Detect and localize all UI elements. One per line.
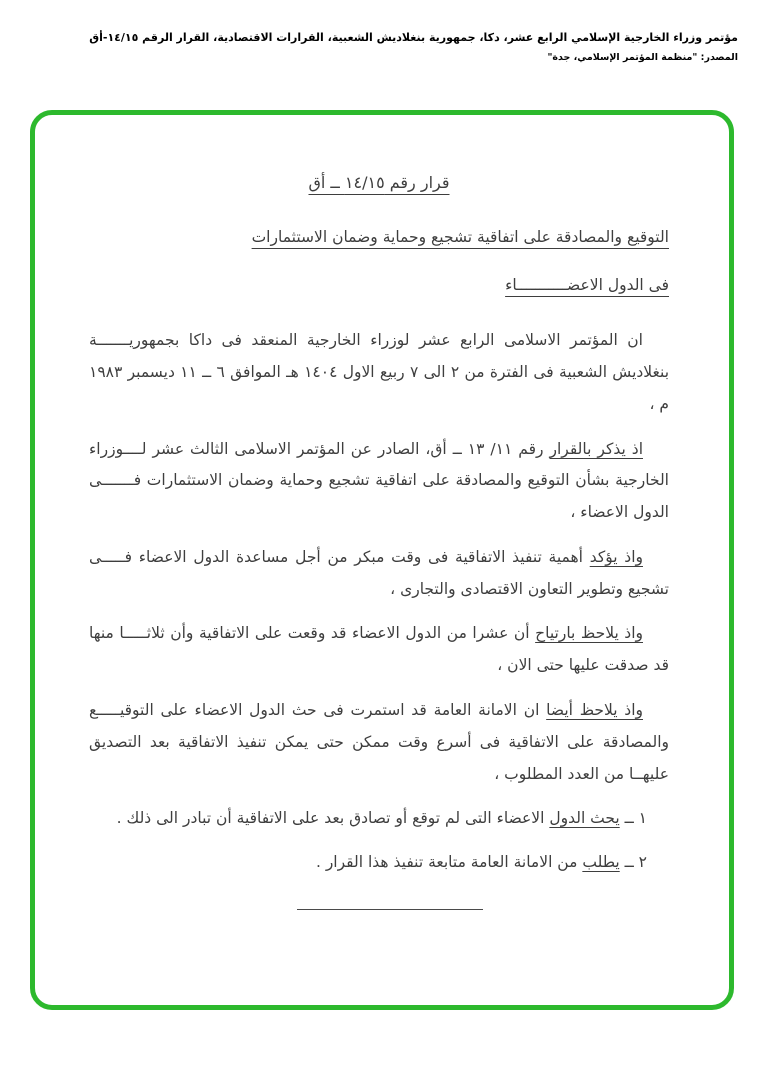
item-1-verb: يحث الدول	[549, 809, 620, 828]
item-2-text: من الامانة العامة متابعة تنفيذ هذا القرار .	[315, 853, 583, 872]
operative-item-1	[89, 803, 669, 835]
green-frame	[30, 110, 734, 1010]
citation-line-1: مؤتمر وزراء الخارجية الإسلامي الرابع عشر، دكا، جمهورية بنغلاديش الشعبية، القرارات الاقتصادية، القرار الرقم ١٤/١٥-أق	[89, 31, 738, 44]
recital-paragraph-2	[89, 542, 669, 606]
item-2-verb: يطلب	[582, 853, 620, 872]
item-1-number: ١ ــ	[619, 809, 647, 828]
resolution-number-title: قرار رقم ١٤/١٥ ــ أق	[308, 173, 450, 192]
citation-header	[40, 30, 738, 63]
scanned-resolution-document	[35, 115, 729, 1005]
recital-4-text: ان الامانة العامة قد استمرت فى حث الدول الاعضاء على التوقيـــــع والمصادقة على الاتفاقية فى أسرع وقت ممكن حتى يمكن تنفيذ الاتفاقية بعد التصديق عليهــا من العدد المطلوب ،	[89, 700, 669, 783]
recital-4-lead: واذ يلاحظ أيضا	[546, 700, 643, 719]
resolution-subject-line-1: التوقيع والمصادقة على اتفاقية تشجيع وحماية وضمان الاستثمارات	[251, 227, 669, 246]
recital-1-lead: اذ يذكر بالقرار	[549, 439, 643, 458]
recital-3-text: أن عشرا من الدول الاعضاء قد وقعت على الاتفاقية وأن ثلاثـــــا منها قد صدقت عليها حتى الان ،	[89, 624, 669, 675]
recital-1-text: رقم ١١/ ١٣ ــ أق، الصادر عن المؤتمر الاسلامى الثالث عشر لــــوزراء الخارجية بشأن التوقيع والمصادقة على اتفاقية تشجيع وحماية وضمان الاستثمارات فـــــــى الدول الاعضاء ،	[89, 439, 669, 522]
recital-2-lead: واذ يؤكد	[589, 547, 643, 566]
item-1-text: الاعضاء التى لم توقع أو تصادق بعد على الاتفاقية أن تبادر الى ذلك .	[116, 809, 550, 828]
recital-3-lead: واذ يلاحظ بارتياح	[535, 624, 643, 643]
recital-2-text: أهمية تنفيذ الاتفاقية فى وقت مبكر من أجل مساعدة الدول الاعضاء فـــــى تشجيع وتطوير التعاون الاقتصادى والتجارى ،	[89, 547, 669, 598]
recital-paragraph-3	[89, 618, 669, 682]
recital-paragraph-4	[89, 695, 669, 790]
citation-source-line: المصدر: "منظمة المؤتمر الإسلامي، جدة"	[547, 51, 738, 63]
item-2-number: ٢ ــ	[619, 853, 647, 872]
closing-rule-line	[297, 909, 483, 910]
operative-item-2	[89, 847, 669, 879]
preamble-text: ان المؤتمر الاسلامى الرابع عشر لوزراء الخارجية المنعقد فى داكا بجمهوريـــــــة بنغلاديش الشعبية فى الفترة من ٢ الى ٧ ربيع الاول ١٤٠٤ هـ الموافق ٦ ــ ١١ ديسمبر ١٩٨٣ م ،	[89, 331, 670, 413]
recital-paragraph-1	[89, 434, 669, 529]
preamble-paragraph	[89, 325, 669, 420]
resolution-subject-line-2: فى الدول الاعضـــــــــــاء	[505, 275, 669, 294]
